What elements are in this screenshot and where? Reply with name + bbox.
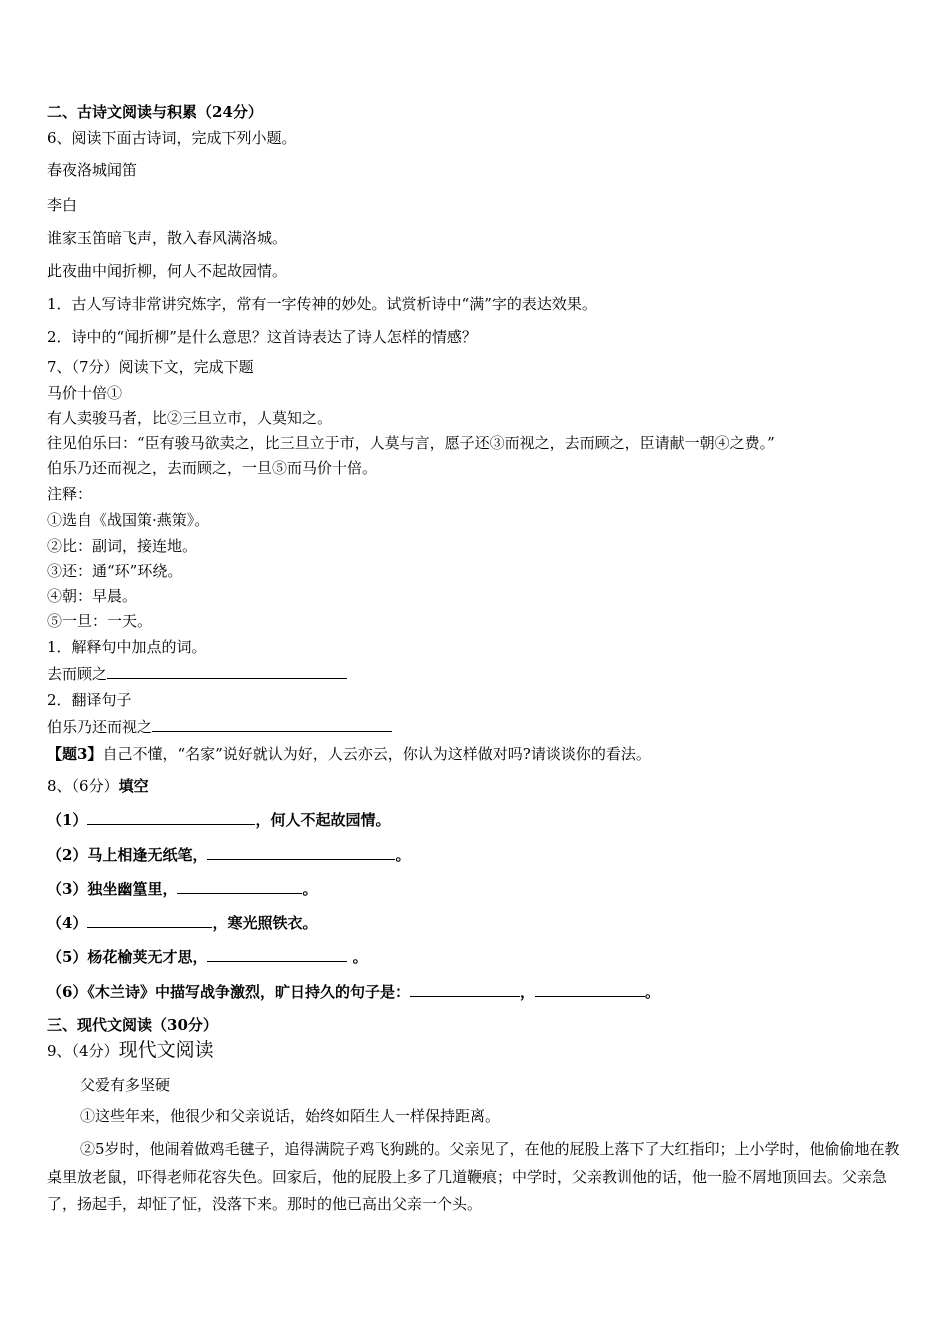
q8-item-4 [47, 913, 317, 933]
poem-line-1: 谁家玉笛暗飞声，散入春风满洛城。 [47, 229, 288, 247]
q8-item-1-label: （1） [47, 811, 88, 829]
q8-item-1 [47, 810, 390, 830]
q8-item-6-end: 。 [644, 983, 660, 1001]
q8-item-3 [47, 879, 317, 899]
answer-blank[interactable] [107, 664, 347, 679]
q6-intro: 6、阅读下面古诗词，完成下列小题。 [47, 129, 297, 147]
q7-sub-3 [47, 744, 651, 764]
poem-author: 李白 [47, 196, 78, 214]
q8-item-2-label: （2）马上相逢无纸笔， [47, 846, 208, 864]
answer-blank[interactable] [177, 879, 302, 894]
q8-intro-prefix: 8、（6分） [47, 777, 119, 795]
answer-blank[interactable] [535, 982, 645, 997]
section-2-title: 二、古诗文阅读与积累（24分） [47, 103, 263, 121]
q7-sub-1-item [47, 664, 347, 684]
q6-sub-1: 1．古人写诗非常讲究炼字，常有一字传神的妙处。试赏析诗中“满”字的表达效果。 [47, 295, 597, 313]
answer-blank[interactable] [207, 947, 347, 962]
q8-item-1-text: ，何人不起故园情。 [255, 811, 391, 829]
q8-item-6 [47, 982, 660, 1002]
answer-blank[interactable] [410, 982, 520, 997]
q8-item-5 [47, 947, 368, 967]
q9-intro-prefix: 9、（4分） [47, 1042, 119, 1060]
q7-sub-3-tag: 【题3】 [47, 745, 103, 763]
article-para-1: ①这些年来，他很少和父亲说话，始终如陌生人一样保持距离。 [80, 1107, 501, 1125]
q6-sub-2: 2．诗中的“闻折柳”是什么意思？这首诗表达了诗人怎样的情感？ [47, 328, 477, 346]
q7-sub-3-text: 自己不懂，“名家”说好就认为好，人云亦云，你认为这样做对吗?请谈谈你的看法。 [102, 745, 651, 763]
q7-sub-2: 2．翻译句子 [47, 691, 132, 709]
note-3: ③还：通“环”环绕。 [47, 562, 183, 580]
q8-item-3-label: （3）独坐幽篁里， [47, 880, 178, 898]
note-1: ①选自《战国策·燕策》。 [47, 511, 210, 529]
note-2: ②比：副词，接连地。 [47, 537, 198, 555]
article-para-2: ②5岁时，他闹着做鸡毛毽子，追得满院子鸡飞狗跳的。父亲见了，在他的屁股上落下了大红指印；上小学时，他偷偷地在教桌里放老鼠，吓得老师花容失色。回家后，他的屁股上多了几道鞭痕；中学时，父亲教训他的话，他一脸不屑地顶回去。父亲急了，扬起手，却怔了怔，没落下来。那时的他已高出父亲一个头。 [47, 1140, 900, 1213]
q7-sub-2-item [47, 717, 392, 737]
q8-item-3-end: 。 [302, 880, 318, 898]
note-5: ⑤一旦：一天。 [47, 612, 153, 630]
q7-sub-2-phrase: 伯乐乃还而视之 [47, 718, 153, 736]
q8-intro-bold: 填空 [118, 777, 149, 795]
poem-title: 春夜洛城闻笛 [47, 161, 138, 179]
q8-intro [47, 776, 149, 796]
answer-blank[interactable] [87, 810, 255, 825]
q7-title: 马价十倍① [47, 384, 123, 402]
q9-intro-main: 现代文阅读 [118, 1039, 214, 1061]
q8-item-6-label: （6）《木兰诗》中描写战争激烈，旷日持久的句子是： [47, 983, 410, 1001]
q8-item-2-end: 。 [395, 846, 411, 864]
q7-text-line-2: 往见伯乐曰：“臣有骏马欲卖之，比三旦立于市，人莫与言，愿子还③而视之，去而顾之，臣请献一朝④之费。” [47, 434, 775, 452]
q7-text-line-3: 伯乐乃还而视之，去而顾之，一旦⑤而马价十倍。 [47, 459, 378, 477]
q8-item-4-text: ，寒光照铁衣。 [212, 914, 318, 932]
note-4: ④朝：早晨。 [47, 587, 138, 605]
article-title: 父爱有多坚硬 [80, 1076, 171, 1094]
q8-item-6-mid: ， [519, 983, 535, 1001]
answer-blank[interactable] [207, 845, 395, 860]
q8-item-5-label: （5）杨花榆荚无才思， [47, 948, 208, 966]
q7-intro: 7、（7分）阅读下文，完成下题 [47, 358, 254, 376]
q7-text-line-1: 有人卖骏马者，比②三旦立市，人莫知之。 [47, 409, 333, 427]
section-3-title: 三、现代文阅读（30分） [47, 1016, 218, 1034]
q8-item-4-label: （4） [47, 914, 88, 932]
q8-item-2 [47, 845, 410, 865]
notes-label: 注释： [47, 485, 93, 503]
q9-intro [47, 1038, 214, 1063]
answer-blank[interactable] [152, 717, 392, 732]
poem-line-2: 此夜曲中闻折柳，何人不起故园情。 [47, 262, 288, 280]
q7-sub-1: 1．解释句中加点的词。 [47, 638, 207, 656]
q8-item-5-end: 。 [347, 948, 368, 966]
answer-blank[interactable] [87, 913, 212, 928]
q7-sub-1-phrase: 去而顾之 [47, 665, 108, 683]
